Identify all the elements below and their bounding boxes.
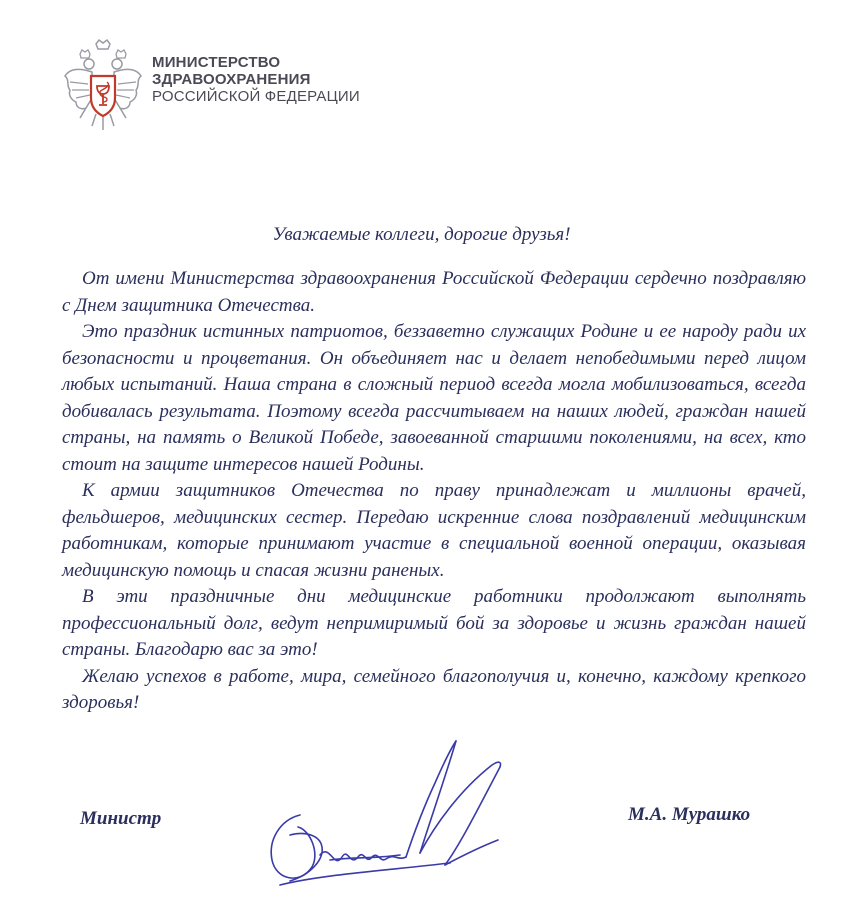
ministry-name-line1: МИНИСТЕРСТВО [152,54,281,71]
handwritten-signature [260,735,520,905]
letter-body [62,266,806,717]
ministry-name [152,54,360,105]
letter-paragraph: От имени Министерства здравоохранения Российской Федерации сердечно поздравляю с Днем защитника Отечества. [62,268,806,316]
double-headed-eagle-emblem-icon [62,38,144,132]
letter-paragraph: К армии защитников Отечества по праву принадлежат и миллионы врачей, фельдшеров, медицинских сестер. Передаю искренние слова поздравлений медицинским работникам, которые принимают участие в специальной военной операции, оказывая медицинскую помощь и спасая жизни раненых. [62,480,806,581]
letter-greeting: Уважаемые коллеги, дорогие друзья! [272,224,571,245]
ministry-name-line3: РОССИЙСКОЙ ФЕДЕРАЦИИ [152,88,360,105]
letter-paragraph: Желаю успехов в работе, мира, семейного благополучия и, конечно, каждому крепкого здоровья! [62,665,806,713]
signatory-name: М.А. Мурашко [628,804,751,825]
letter-paragraph: В эти праздничные дни медицинские работники продолжают выполнять профессиональный долг, ведут непримиримый бой за здоровье и жизнь граждан нашей страны. Благодарю вас за это! [62,586,806,660]
letter-paragraph: Это праздник истинных патриотов, беззаветно служащих Родине и ее народу ради их безопасности и процветания. Он объединяет нас и делает непобедимыми перед лицом любых испытаний. Наша страна в сложный период всегда могла мобилизоваться, всегда добивалась результата. Поэтому всегда рассчитываем на наших людей, граждан нашей страны, на память о Великой Победе, завоеванной старшими поколениями, на всех, кто стоит на защите интересов нашей Родины. [62,321,806,475]
letterhead [62,38,360,132]
signatory-position: Министр [80,808,162,829]
ministry-name-line2: ЗДРАВООХРАНЕНИЯ [152,71,311,88]
